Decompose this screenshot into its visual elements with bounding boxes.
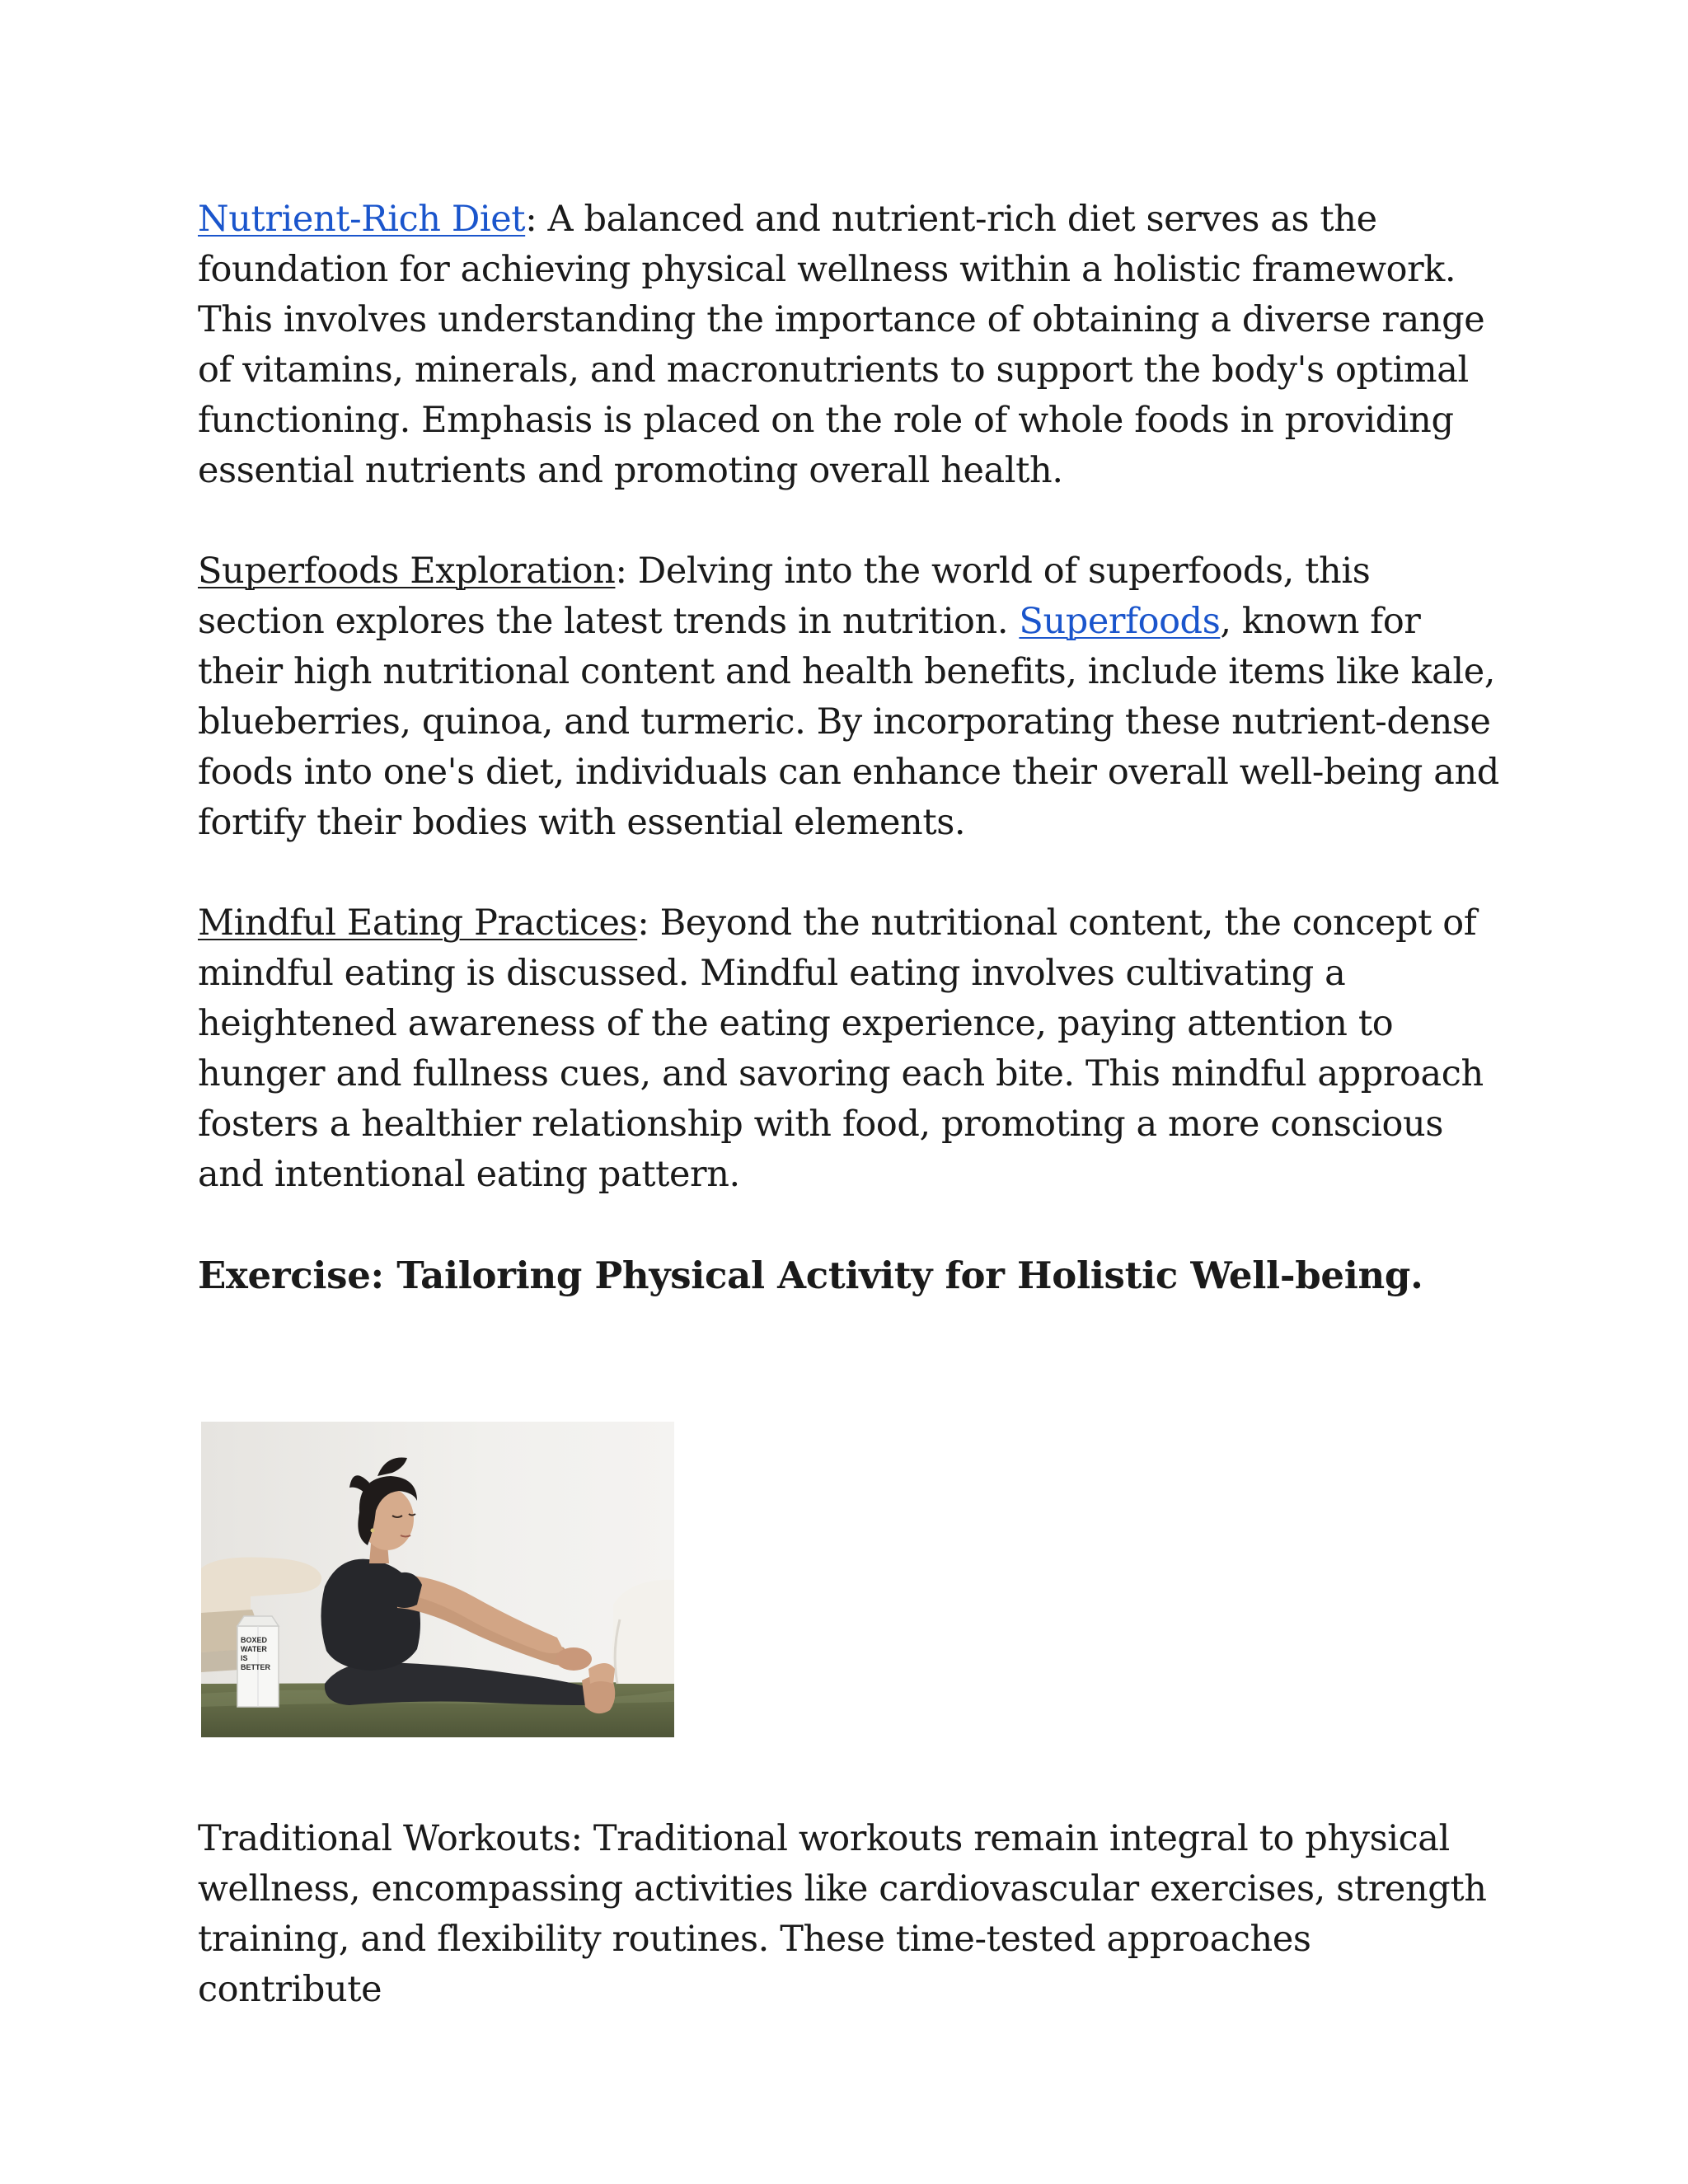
document-body: [198, 194, 1500, 1301]
superfoods-exploration-term: Superfoods Exploration: [198, 551, 616, 592]
mindful-paragraph: [198, 898, 1500, 1200]
superfoods-paragraph-text-1: : Delving into the world of superfoods, this section explores the latest trends in nutrition.: [198, 551, 1371, 642]
nutrient-rich-diet-link[interactable]: Nutrient-Rich Diet: [198, 199, 526, 240]
carton-label-line-3: IS: [241, 1654, 248, 1662]
superfoods-paragraph: [198, 546, 1500, 848]
nutrient-paragraph: [198, 194, 1500, 496]
yoga-stretch-photo: [201, 1422, 674, 1737]
traditional-workouts-section: [198, 1814, 1500, 2015]
carton-label-line-1: BOXED: [241, 1636, 268, 1644]
superfoods-link[interactable]: Superfoods: [1019, 601, 1221, 642]
exercise-heading: Exercise: Tailoring Physical Activity for Holistic Well-being.: [198, 1254, 1423, 1297]
traditional-workouts-paragraph: Traditional Workouts: Traditional workouts remain integral to physical wellness, encompassing activities like cardiovascular exercises, strength training, and flexibility routines. These time-tested approaches contribute: [198, 1818, 1487, 2010]
mindful-eating-term: Mindful Eating Practices: [198, 902, 638, 944]
carton-label-line-4: BETTER: [241, 1663, 270, 1671]
mindful-paragraph-text: : Beyond the nutritional content, the concept of mindful eating is discussed. Mindful eating involves cultivating a heightened awareness of the eating experience, paying attention to hunger and fullness cues, and savoring each bite. This mindful approach fosters a healthier relationship with food, promoting a more conscious and intentional eating pattern.: [198, 902, 1484, 1195]
carton-label-line-2: WATER: [241, 1645, 267, 1653]
superfoods-paragraph-text-2: , known for their high nutritional content and health benefits, include items like kale, blueberries, quinoa, and turmeric. By incorporating these nutrient-dense foods into one's diet, individuals can enhance their overall well-being and fortify their bodies with essential elements.: [198, 601, 1499, 843]
nutrient-paragraph-text: : A balanced and nutrient-rich diet serves as the foundation for achieving physical wellness within a holistic framework. This involves understanding the importance of obtaining a diverse range of vitamins, minerals, and macronutrients to support the body's optimal functioning. Emphasis is placed on the role of whole foods in providing essential nutrients and promoting overall health.: [198, 199, 1485, 491]
